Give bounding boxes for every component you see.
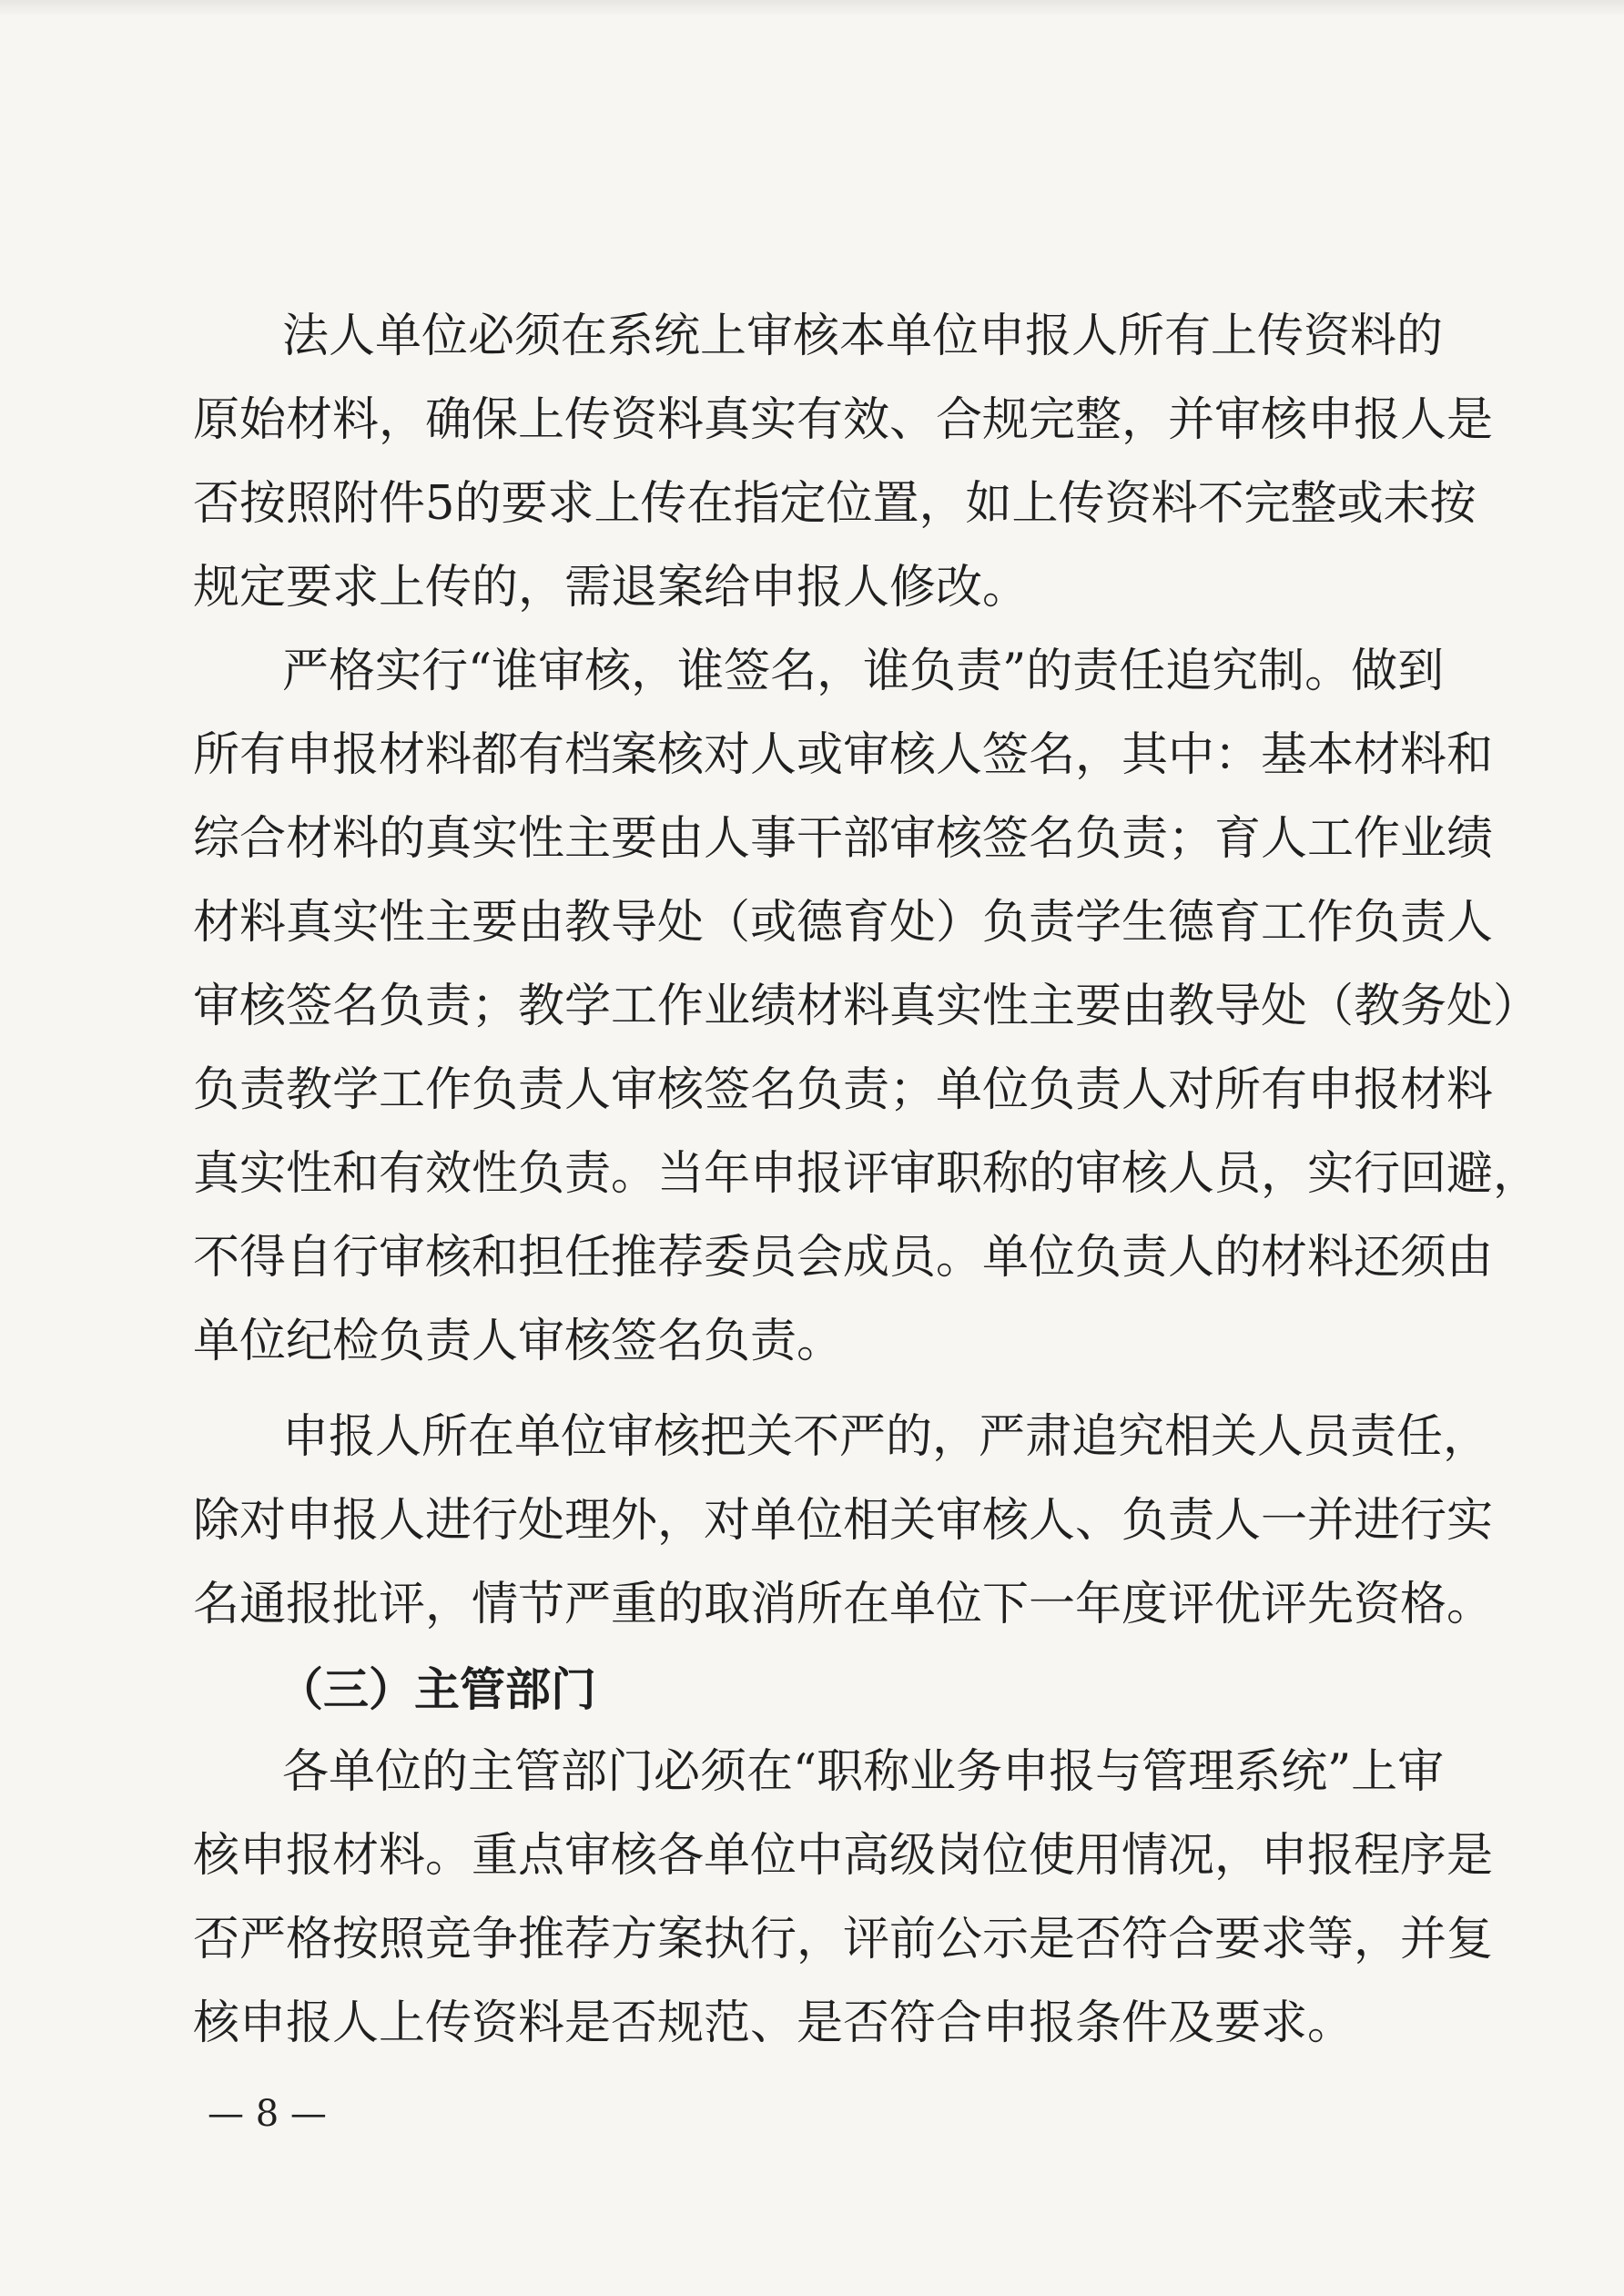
paragraph-4-line-1: 各单位的主管部门必须在“职称业务申报与管理系统”上审 <box>282 1745 1445 1799</box>
paragraph-4-line-4: 核申报人上传资料是否规范、是否符合申报条件及要求。 <box>193 1996 1355 2050</box>
paragraph-2-line-2: 所有申报材料都有档案核对人或审核人签名，其中：基本材料和 <box>193 728 1494 782</box>
paragraph-2-line-4: 材料真实性主要由教导处（或德育处）负责学生德育工作负责人 <box>193 896 1494 950</box>
paragraph-2-line-3: 综合材料的真实性主要由人事干部审核签名负责；育人工作业绩 <box>193 812 1494 866</box>
paragraph-2-line-5: 审核签名负责；教学工作业绩材料真实性主要由教导处（教务处） <box>193 980 1540 1033</box>
paragraph-1-line-4: 规定要求上传的，需退案给申报人修改。 <box>193 561 1030 615</box>
paragraph-2-line-8: 不得自行审核和担任推荐委员会成员。单位负责人的材料还须由 <box>193 1231 1494 1285</box>
scan-top-edge <box>0 0 1624 16</box>
paragraph-2-line-7: 真实性和有效性负责。当年申报评审职称的审核人员，实行回避， <box>193 1147 1540 1201</box>
paragraph-4-line-2: 核申报材料。重点审核各单位中高级岗位使用情况，申报程序是 <box>193 1829 1494 1883</box>
paragraph-1-line-1: 法人单位必须在系统上审核本单位申报人所有上传资料的 <box>282 310 1444 363</box>
paragraph-4-line-3: 否严格按照竞争推荐方案执行，评前公示是否符合要求等，并复 <box>193 1913 1494 1966</box>
paragraph-3-line-2: 除对申报人进行处理外，对单位相关审核人、负责人一并进行实 <box>193 1494 1494 1548</box>
paragraph-3-line-3: 名通报批评，情节严重的取消所在单位下一年度评优评先资格。 <box>193 1578 1494 1631</box>
paragraph-2-line-6: 负责教学工作负责人审核签名负责；单位负责人对所有申报材料 <box>193 1063 1494 1117</box>
paragraph-1-line-2: 原始材料，确保上传资料真实有效、合规完整，并审核申报人是 <box>193 393 1494 447</box>
paragraph-2-line-1: 严格实行“谁审核，谁签名，谁负责”的责任追究制。做到 <box>282 645 1445 698</box>
page-number: — 8 — <box>208 2093 327 2135</box>
paragraph-1-line-3: 否按照附件5的要求上传在指定位置，如上传资料不完整或未按 <box>193 477 1477 531</box>
section-heading: （三）主管部门 <box>278 1663 596 1716</box>
paragraph-3-line-1: 申报人所在单位审核把关不严的，严肃追究相关人员责任， <box>282 1410 1490 1464</box>
paragraph-2-line-9: 单位纪检负责人审核签名负责。 <box>193 1315 844 1368</box>
